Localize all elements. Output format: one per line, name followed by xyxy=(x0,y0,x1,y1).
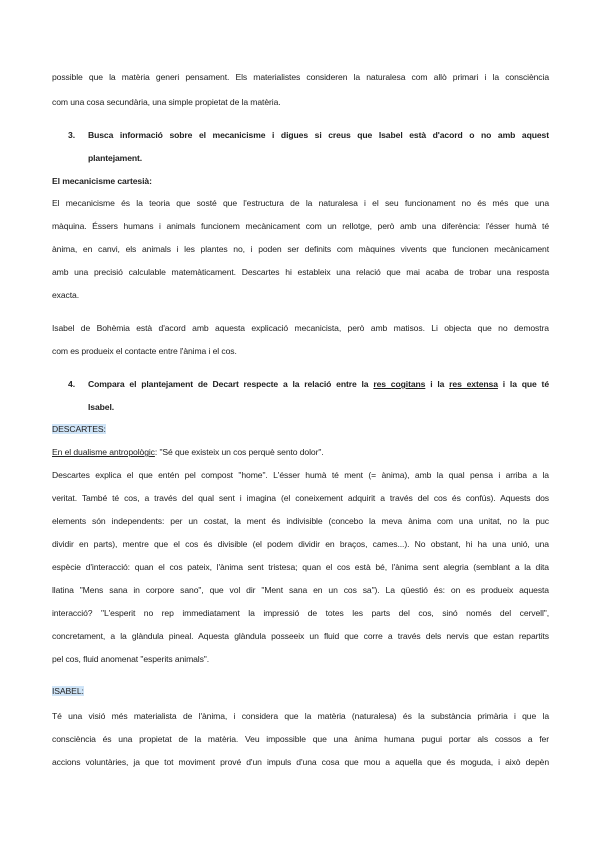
paragraph-line: consciència és una propietat de la matèria. Veu impossible que una ànima humana pugui portar als cossos a fer xyxy=(52,734,549,744)
paragraph-line: llatina "Mens sana in corpore sano", que vol dir "Ment sana en un cos sa"). La qüestió és: on es produeix aquesta xyxy=(52,585,549,595)
paragraph-line: com es produeix el contacte entre l'ànima i el cos. xyxy=(52,346,237,356)
paragraph-line: possible que la matèria generi pensament. Els materialistes consideren la naturalesa com allò primari i la consciència xyxy=(52,72,549,82)
paragraph-line: Descartes explica el que entén pel compost "home". L'ésser humà té ment (= ànima), amb la qual pensa i arriba a la xyxy=(52,470,549,480)
text-run: i la xyxy=(425,379,450,389)
paragraph-line: elements són independents: per un costat, la ment és indivisible (concebo la meva ànima com una unitat, no la puc xyxy=(52,516,549,526)
question-number: 3. xyxy=(68,130,76,140)
highlighted-heading: DESCARTES: xyxy=(52,424,106,434)
section-heading: El mecanicisme cartesià: xyxy=(52,176,152,186)
paragraph-line: com una cosa secundària, una simple propietat de la matèria. xyxy=(52,97,281,107)
paragraph-line: amb una precisió calculable matemàticament. Descartes hi estableix una relació que mai acaba de trobar una resposta xyxy=(52,267,549,277)
question-4-text xyxy=(88,379,549,389)
section-heading xyxy=(52,686,84,696)
text-run: i la que té xyxy=(497,379,549,389)
paragraph-line: interacció? "L'esperit no rep immediatament la impressió de totes les parts del cos, sinó només del cervell", xyxy=(52,608,549,618)
question-4-text: Isabel. xyxy=(88,402,115,412)
section-heading xyxy=(52,424,106,434)
paragraph-line: accions voluntàries, ja que tot moviment prové d'un impuls d'una cosa que mou a aquella que és moguda, i això depèn xyxy=(52,757,549,767)
paragraph-line: exacta. xyxy=(52,290,80,300)
paragraph-line: concretament, a la glàndula pineal. Aquesta glàndula posseeix un fluid que corre a través dels nervis que estan repartits xyxy=(52,631,549,641)
term-res-extensa: res extensa xyxy=(449,379,498,389)
highlighted-heading: ISABEL: xyxy=(52,686,84,696)
paragraph-line: ànima, en canvi, els animals i les plantes no, i poden ser definits com màquines vivents que funcionen mecànicament xyxy=(52,244,549,254)
paragraph-line: Té una visió més materialista de l'ànima, i considera que la matèria (naturalesa) és la substància primària i que la xyxy=(52,711,549,721)
term-res-cogitans: res cogitans xyxy=(373,379,426,389)
text-run: Compara el plantejament de Decart respecte a la relació entre la xyxy=(88,379,374,389)
subheading-line xyxy=(52,447,324,457)
paragraph-line: dividir en parts), mentre que el cos és divisible (el podem dividir en braços, cames...). No obstant, hi ha una unió, una xyxy=(52,539,549,549)
question-number: 4. xyxy=(68,379,76,389)
paragraph-line: pel cos, fluid anomenat "esperits animals". xyxy=(52,654,210,664)
paragraph-line: Isabel de Bohèmia està d'acord amb aquesta explicació mecanicista, però amb matisos. Li objecta que no demostra xyxy=(52,323,549,333)
paragraph-line: veritat. També té cos, a través del qual sent i imagina (el coneixement adquirit a través del cos és confús). Aquests dos xyxy=(52,493,549,503)
question-3-text: plantejament. xyxy=(88,153,143,163)
text-run: : "Sé que existeix un cos perquè sento dolor". xyxy=(154,447,324,457)
paragraph-line: El mecanicisme és la teoria que sosté que l'estructura de la naturalesa i el seu funcionament no és més que una xyxy=(52,198,549,208)
question-3-text: Busca informació sobre el mecanicisme i digues si creus que Isabel està d'acord o no amb aquest xyxy=(88,130,549,140)
paragraph-line: màquina. Éssers humans i animals funcionem mecànicament com un rellotge, però amb una diferència: l'ésser humà té xyxy=(52,221,549,231)
underlined-text: En el dualisme antropològic xyxy=(52,447,155,457)
paragraph-line: espècie d'interacció: quan el cos pateix, l'ànima sent tristesa; quan el cos està bé, l'ànima sent alegria (semblant a la dita xyxy=(52,562,549,572)
